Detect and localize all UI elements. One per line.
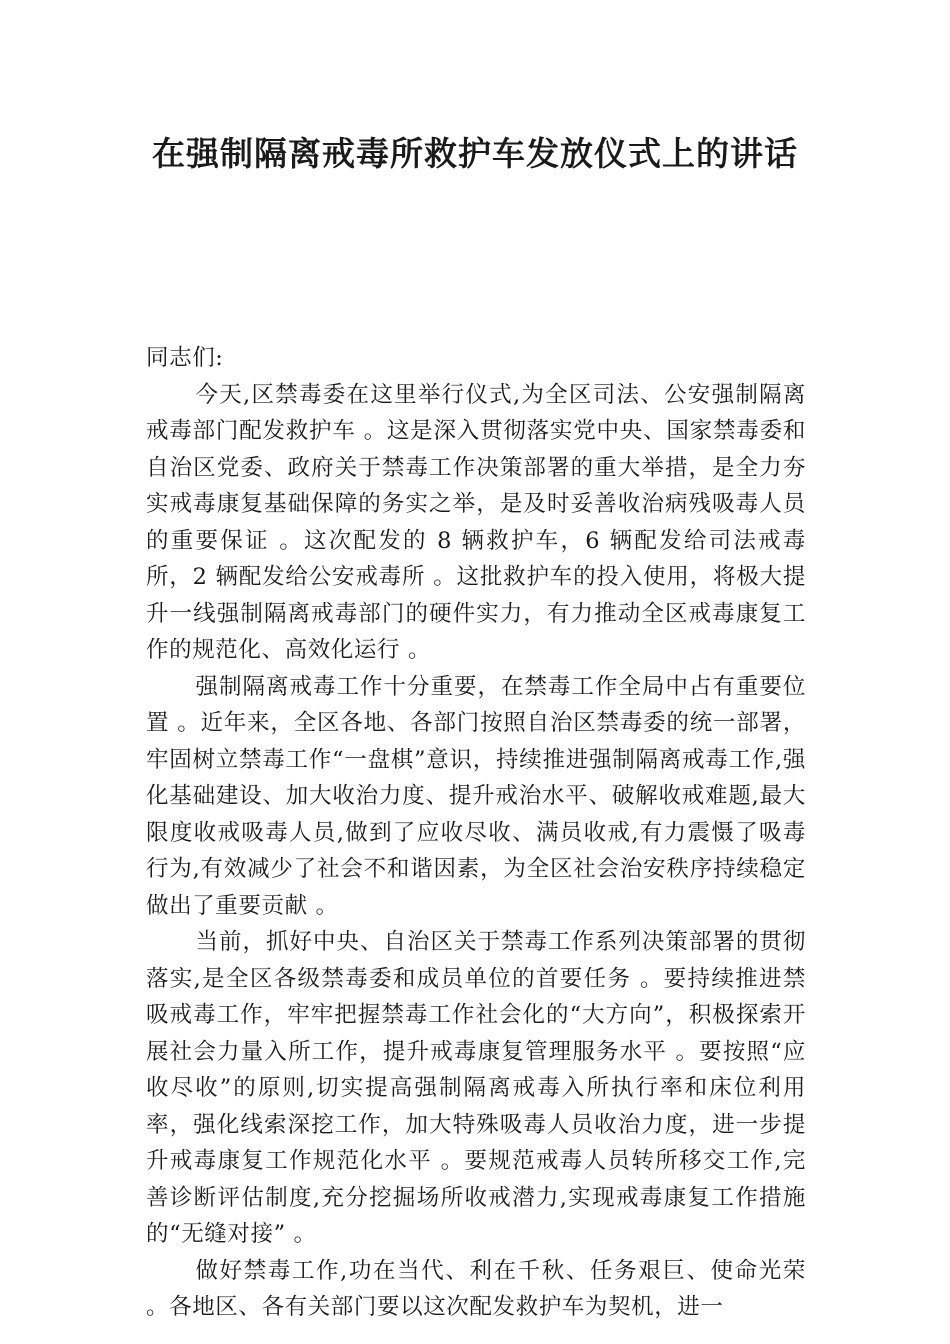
paragraph-3: 当前，抓好中央、自治区关于禁毒工作系列决策部署的贯彻落实,是全区各级禁毒委和成员单位的首要任务 。要持续推进禁吸戒毒工作，牢牢把握禁毒工作社会化的“大方向”，积极探索开展社会力量入所工作，提升戒毒康复管理服务水平 。要按照“应收尽收”的原则,切实提高强制隔离戒毒入所执行率和床位利用率，强化线索深挖工作，加大特殊吸毒人员收治力度，进一步提升戒毒康复工作规范化水平 。要规范戒毒人员转所移交工作,完善诊断评估制度,充分挖掘场所收戒潜力,实现戒毒康复工作措施的“无缝对接” 。 (146, 929, 806, 1247)
paragraph-4: 做好禁毒工作,功在当代、利在千秋、任务艰巨、使命光荣 。各地区、各有关部门要以这次配发救护车为契机，进一 (146, 1257, 806, 1320)
salutation: 同志们: (146, 345, 224, 371)
paragraph-2: 强制隔离戒毒工作十分重要，在禁毒工作全局中占有重要位置 。近年来，全区各地、各部门按照自治区禁毒委的统一部署，牢固树立禁毒工作“一盘棋”意识，持续推进强制隔离戒毒工作,强化基础建设、加大收治力度、提升戒治水平、破解收戒难题,最大限度收戒吸毒人员,做到了应收尽收、满员收戒,有力震慑了吸毒行为,有效减少了社会不和谐因素，为全区社会治安秩序持续稳定做出了重要贡献 。 (146, 673, 806, 919)
paragraph-1: 今天,区禁毒委在这里举行仪式,为全区司法、公安强制隔离戒毒部门配发救护车 。这是深入贯彻落实党中央、国家禁毒委和自治区党委、政府关于禁毒工作决策部署的重大举措，是全力夯实戒毒康复基础保障的务实之举，是及时妥善收治病残吸毒人员的重要保证 。这次配发的 8 辆救护车，6 辆配发给司法戒毒所，2 辆配发给公安戒毒所 。这批救护车的投入使用，将极大提升一线强制隔离戒毒部门的硬件实力，有力推动全区戒毒康复工作的规范化、高效化运行 。 (146, 381, 806, 663)
document-body (146, 340, 806, 1326)
document-title: 在强制隔离戒毒所救护车发放仪式上的讲话 (152, 134, 798, 173)
